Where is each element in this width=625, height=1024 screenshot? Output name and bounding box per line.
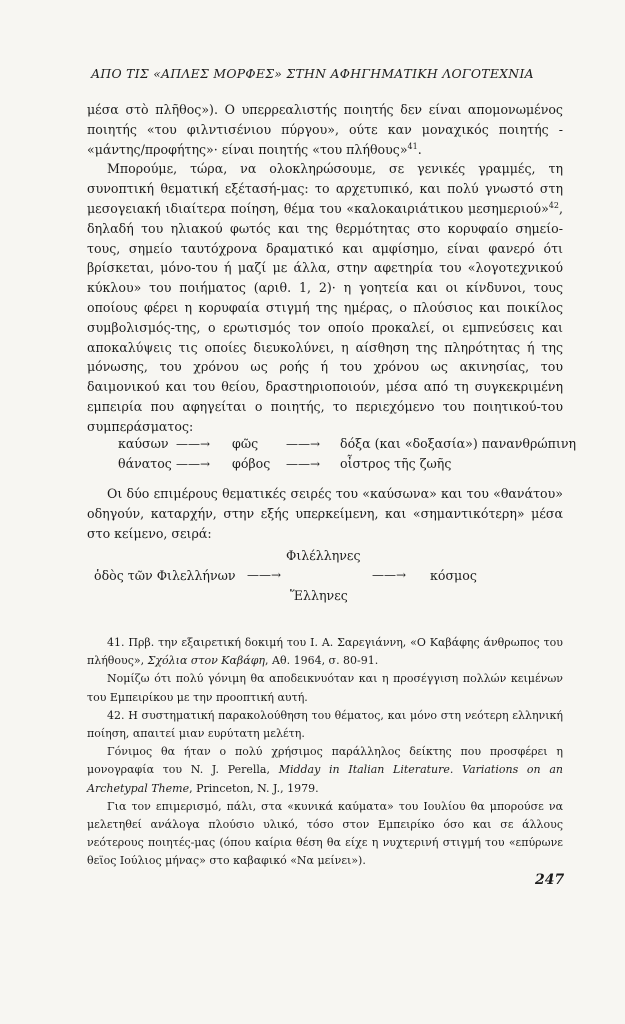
main-text-2: [87, 484, 563, 544]
thematic-schema-1: [118, 434, 577, 474]
arrow-icon: ——→: [372, 568, 407, 582]
paragraph-text: , δηλαδή του ηλιακού φωτός και της θερμότητας στο κορυφαίο σημείο-τους, σημείο ταυτόχρονα δραματικό και αμφίσημο, είναι φανερό ότι βρίσκεται, μόνο-του ή μαζί με άλλα, στην αφετηρία του «λογοτεχνικού κύκλου» του ποιήματος (αριθ. 1, 2)· η γοητεία και οι κίνδυνοι, τους οποίους φέρει η κορυφαία στιγμή της ημέρας, ο πλούσιος και ποικίλος συμβολισμός-της, ο ερωτισμός τον οποίο προκαλεί, οι εμπνεύσεις και αποκαλύψεις τις οποίες διευκολύνει, η αίσθηση της πληρότητας ή της μόνωσης, του χρόνου ως ροής ή του χρόνου ως ακινησίας, του δαιμονικού και του θείου, δραστηριοποιούν, μέσα από τη συγκεκριμένη εμπειρία που αφηγείται ο ποιητής, το περιεχόμενο του ποιητικού-του συμπεράσματος:: [87, 200, 563, 434]
schema-term: θάνατος: [118, 456, 172, 471]
schema-term: δόξα (και «δοξασία») πανανθρώπινη: [340, 436, 577, 451]
footnotes: [87, 634, 563, 871]
arrow-icon: ——→: [286, 457, 321, 471]
paragraph-text: Μπορούμε, τώρα, να ολοκληρώσουμε, σε γενικές γραμμές, τη συνοπτική θεματική εξέτασή-μας: το αρχετυπικό, και πολύ γνωστό στη μεσογειακή ιδιαίτερα ποίηση, θέμα του «καλοκαιριάτικου μεσημεριού»: [87, 161, 563, 216]
main-text: [87, 100, 563, 437]
schema-row: [118, 434, 577, 454]
arrow-icon: ——→: [286, 437, 321, 451]
paragraph-end: .: [417, 141, 422, 157]
schema-term-right: κόσμος: [430, 568, 477, 583]
schema-term: φόβος: [232, 456, 271, 471]
schema-term: καύσων: [118, 436, 169, 451]
footnote-ref: 42: [548, 200, 559, 210]
schema-term-bottom: Ἕλληνες: [290, 588, 348, 603]
paragraph-theme: [87, 159, 563, 436]
footnote: 41. Πρβ. την εξαιρετική δοκιμή του Ι. Α. Σαρεγιάννη, «Ο Καβάφης άνθρωπος του πλήθους», Σχόλια στον Καβάφη, Αθ. 1964, σ. 80-91.: [87, 636, 563, 668]
schema-row: [118, 454, 558, 474]
paragraph-text: μέσα στὸ πλῆθος»). Ο υπερρεαλιστής ποιητής δεν είναι απομονωμένος ποιητής «του φιλντισένιου πύργου», ούτε καν μοναχικός ποιητής - «μάντης/προφήτης»· είναι ποιητής «του πλήθους»: [87, 102, 563, 157]
schema-term: οἶστρος τῆς ζωῆς: [340, 456, 452, 471]
schema-term-top: Φιλέλληνες: [286, 548, 361, 563]
running-head: ΑΠΟ ΤΙΣ «ΑΠΛΕΣ ΜΟΡΦΕΣ» ΣΤΗΝ ΑΦΗΓΗΜΑΤΙΚΗ ΛΟΓΟΤΕΧΝΙΑ: [91, 66, 534, 81]
footnote: 42. Η συστηματική παρακολούθηση του θέματος, και μόνο στη νεότερη ελληνική ποίηση, απαιτεί μιαν ευρύτατη μελέτη.: [87, 708, 563, 741]
arrow-icon: ——→: [176, 457, 211, 471]
thematic-schema-2: [0, 548, 625, 608]
paragraph-series: Οι δύο επιμέρους θεματικές σειρές του «καύσωνα» και του «θανάτου» οδηγούν, καταρχήν, στην εξής υπερκείμενη, και «σημαντικότερη» μέσα στο κείμενο, σειρά:: [87, 486, 563, 541]
arrow-icon: ——→: [176, 437, 211, 451]
schema-term-left: ὁδὸς τῶν Φιλελλήνων: [94, 568, 236, 583]
page-number: 247: [535, 872, 565, 888]
footnote-ref: 41: [407, 141, 418, 151]
footnote: Γόνιμος θα ήταν ο πολύ χρήσιμος παράλληλος δείκτης που προσφέρει η μονογραφία του N. J. Perella, Midday in Italian Literature. Variations on an Archetypal Theme, Princeton, N. J., 1979.: [87, 745, 563, 795]
paragraph-continuation: [87, 100, 563, 159]
footnote: Για τον επιμερισμό, πάλι, στα «κυνικά καύματα» του Ιουλίου θα μπορούσε να μελετηθεί ανάλογα πλούσιο υλικό, τόσο στον Εμπειρίκο όσο και σε άλλους νεότερους ποιητές-μας (όπου καίρια θέση θα είχε η νυχτερινή στιγμή του «επύρωνε θεϊος Ιούλιος μήνας» στο καβαφικό «Να μείνει»).: [87, 799, 563, 868]
schema-term: φῶς: [232, 436, 259, 451]
arrow-icon: ——→: [247, 568, 282, 582]
footnote: Νομίζω ότι πολύ γόνιμη θα αποδεικνυόταν και η προσέγγιση πολλών κειμένων του Εμπειρίκου με την προοπτική αυτή.: [87, 672, 563, 704]
